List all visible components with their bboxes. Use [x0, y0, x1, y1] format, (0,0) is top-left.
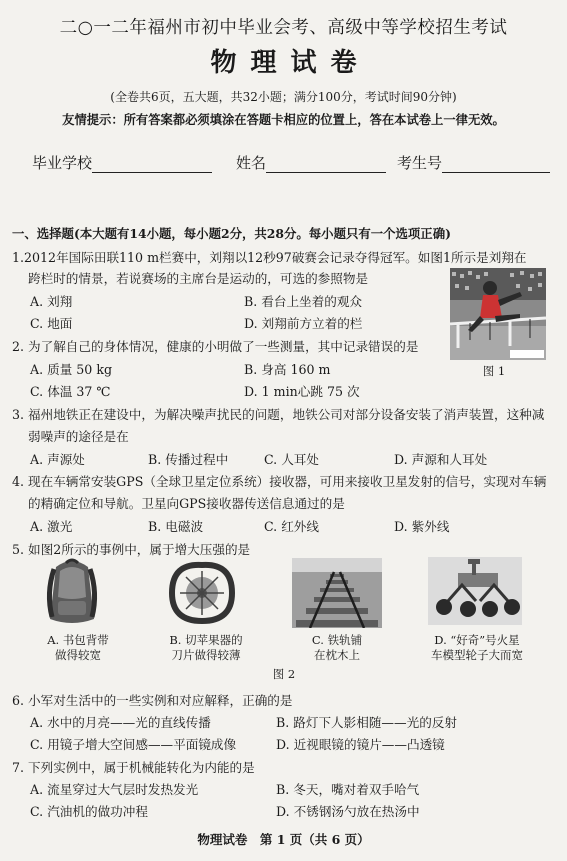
name-label: 姓名	[236, 154, 267, 172]
q5-option-d-line2: 车模型轮子大而宽	[431, 648, 523, 662]
q6-option-c: C. 用镜子增大空间感——平面镜成像	[30, 737, 237, 752]
q7-option-c: C. 汽油机的做功冲程	[30, 804, 148, 819]
paper-subject-title: 物理试卷	[210, 48, 371, 78]
q3-option-b: B. 传播过程中	[148, 452, 229, 467]
school-label: 毕业学校	[32, 154, 93, 172]
school-blank	[92, 158, 212, 173]
backpack-icon	[40, 557, 104, 627]
q2-option-c: C. 体温 37 ℃	[30, 384, 111, 399]
apple-slicer-icon	[166, 559, 238, 627]
q4-line2: 的精确定位和导航。卫星向GPS接收器传送信息通过的是	[28, 496, 345, 511]
q2-option-a: A. 质量 50 kg	[30, 362, 113, 377]
q6-option-b: B. 路灯下人影相随——光的反射	[276, 715, 457, 730]
q5-option-c-caption	[292, 633, 382, 663]
exam-number-blank	[442, 158, 550, 173]
figure-1-hurdler-photo	[450, 268, 546, 360]
q1-line2: 跨栏时的情景，若说赛场的主席台是运动的，可选的参照物是	[28, 271, 369, 286]
q4-option-c: C. 红外线	[264, 519, 319, 534]
q5-option-b-line2: 刀片做得较薄	[171, 648, 241, 662]
section-heading: 一、选择题(本大题有14小题，每小题2分，共28分。每小题只有一个选项正确)	[12, 226, 451, 241]
exam-number-label: 考生号	[397, 154, 443, 172]
figure-1-caption: 图 1	[482, 364, 506, 378]
exam-info: (全卷共6页，五大题，共32小题；满分100分，考试时间90分钟)	[110, 90, 457, 104]
q3-line2: 弱噪声的途径是在	[28, 429, 129, 444]
page-footer: 物理试卷 第 1 页（共 6 页）	[197, 832, 370, 847]
q3-option-c: C. 人耳处	[264, 452, 319, 467]
railway-track-icon	[292, 558, 382, 628]
q3-option-d: D. 声源和人耳处	[394, 452, 488, 467]
name-blank	[266, 158, 386, 173]
q1-option-c: C. 地面	[30, 316, 73, 331]
q2-option-d: D. 1 min心跳 75 次	[244, 384, 360, 399]
q2-stem: 2. 为了解自己的身体情况，健康的小明做了一些测量，其中记录错误的是	[12, 339, 419, 354]
q6-option-d: D. 近视眼镜的镜片——凸透镜	[276, 737, 445, 752]
mars-rover-icon	[428, 557, 522, 625]
q5-stem: 5. 如图2所示的事例中，属于增大压强的是	[12, 542, 251, 557]
figure-2-caption: 图 2	[272, 667, 296, 681]
q5-option-c-line2: 在枕木上	[314, 648, 360, 662]
q7-option-a: A. 流星穿过大气层时发热发光	[30, 782, 199, 797]
q4-option-b: B. 电磁波	[148, 519, 204, 534]
q4-option-a: A. 激光	[30, 519, 73, 534]
q3-line1: 3. 福州地铁正在建设中，为解决噪声扰民的问题，地铁公司对部分设备安装了消声装置，这种减	[12, 407, 545, 422]
q4-line1: 4. 现在车辆常安装GPS（全球卫星定位系统）接收器，可用来接收卫星发射的信号，实现对车辆	[12, 474, 547, 489]
backpack-image	[40, 557, 104, 627]
mars-rover-model-image	[428, 557, 522, 625]
q7-option-b: B. 冬天，嘴对着双手哈气	[276, 782, 420, 797]
name-field	[236, 152, 386, 173]
q2-option-b: B. 身高 160 m	[244, 362, 331, 377]
q7-option-d: D. 不锈钢汤勺放在热汤中	[276, 804, 420, 819]
q6-option-a: A. 水中的月亮——光的直线传播	[30, 715, 211, 730]
q1-option-b: B. 看台上坐着的观众	[244, 294, 363, 309]
q5-option-b-caption	[156, 633, 256, 663]
apple-slicer-image	[166, 559, 238, 627]
q1-line1: 1.2012年国际田联110 m栏赛中，刘翔以12秒97破赛会记录夺得冠军。如图1所示是刘翔在	[12, 250, 527, 265]
exam-title: 二○一二年福州市初中毕业会考、高级中等学校招生考试	[59, 18, 508, 38]
q1-option-d: D. 刘翔前方立着的栏	[244, 316, 363, 331]
q5-option-d-caption	[418, 633, 536, 663]
q5-option-a-line1: A. 书包背带	[47, 633, 109, 647]
q5-option-d-line1: D. “好奇”号火星	[434, 633, 520, 647]
q1-option-a: A. 刘翔	[30, 294, 73, 309]
q5-option-c-line1: C. 铁轨铺	[311, 633, 363, 647]
q3-option-a: A. 声源处	[30, 452, 85, 467]
school-field	[32, 152, 212, 173]
railway-track-image	[292, 558, 382, 628]
friendly-tip: 友情提示：所有答案都必须填涂在答题卡相应的位置上，答在本试卷上一律无效。	[62, 112, 505, 127]
hurdler-image	[450, 268, 546, 360]
q5-option-b-line1: B. 切苹果器的	[169, 633, 243, 647]
q5-option-a-caption	[30, 633, 126, 663]
q7-stem: 7. 下列实例中，属于机械能转化为内能的是	[12, 760, 255, 775]
q4-option-d: D. 紫外线	[394, 519, 450, 534]
q5-option-a-line2: 做得较宽	[55, 648, 101, 662]
q6-stem: 6. 小军对生活中的一些实例和对应解释，正确的是	[12, 693, 293, 708]
exam-number-field	[397, 152, 550, 173]
